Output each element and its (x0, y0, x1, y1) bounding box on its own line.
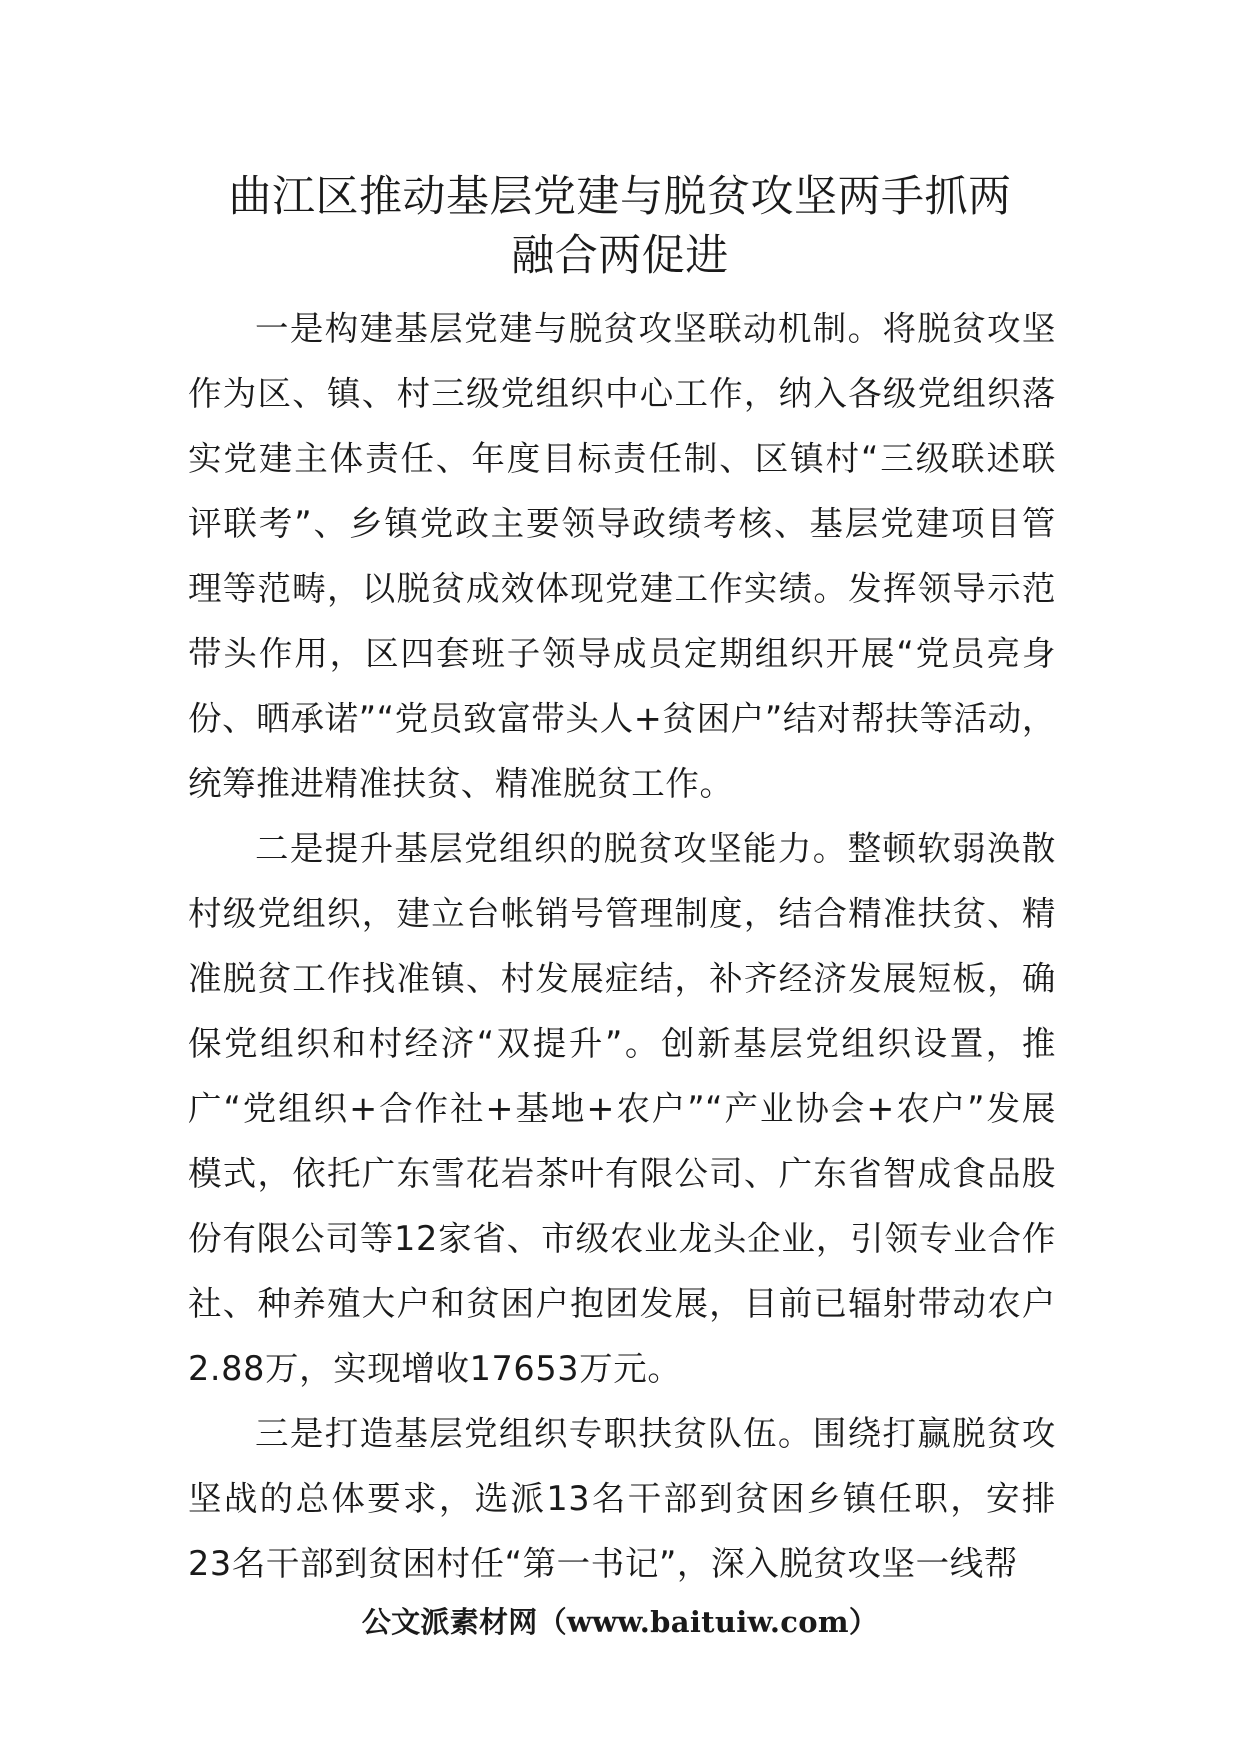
title-line-1: 曲江区推动基层党建与脱贫攻坚两手抓两 (228, 172, 1012, 222)
title-line-2: 融合两促进 (511, 231, 729, 281)
paragraph-1: 一是构建基层党建与脱贫攻坚联动机制。将脱贫攻坚作为区、镇、村三级党组织中心工作，纳入各级党组织落实党建主体责任、年度目标责任制、区镇村“三级联述联评联考”、乡镇党政主要领导政绩考核、基层党建项目管理等范畴，以脱贫成效体现党建工作实绩。发挥领导示范带头作用，区四套班子领导成员定期组织开展“党员亮身份、晒承诺”“党员致富带头人+贫困户”结对帮扶等活动，统筹推进精准扶贫、精准脱贫工作。 (188, 309, 1056, 803)
paragraph-3: 三是打造基层党组织专职扶贫队伍。围绕打赢脱贫攻坚战的总体要求，选派13名干部到贫困乡镇任职，安排23名干部到贫困村任“第一书记”，深入脱贫攻坚一线帮 (188, 1414, 1056, 1583)
paragraph-2: 二是提升基层党组织的脱贫攻坚能力。整顿软弱涣散村级党组织，建立台帐销号管理制度，结合精准扶贫、精准脱贫工作找准镇、村发展症结，补齐经济发展短板，确保党组织和村经济“双提升”。创新基层党组织设置，推广“党组织+合作社+基地+农户”“产业协会+农户”发展模式，依托广东雪花岩茶叶有限公司、广东省智成食品股份有限公司等12家省、市级农业龙头企业，引领专业合作社、种养殖大户和贫困户抱团发展，目前已辐射带动农户2.88万，实现增收17653万元。 (188, 829, 1056, 1388)
footer-source: 公文派素材网（www.baituiw.com） (361, 1605, 879, 1639)
document-title (150, 168, 1090, 286)
document-body (188, 296, 1056, 1596)
